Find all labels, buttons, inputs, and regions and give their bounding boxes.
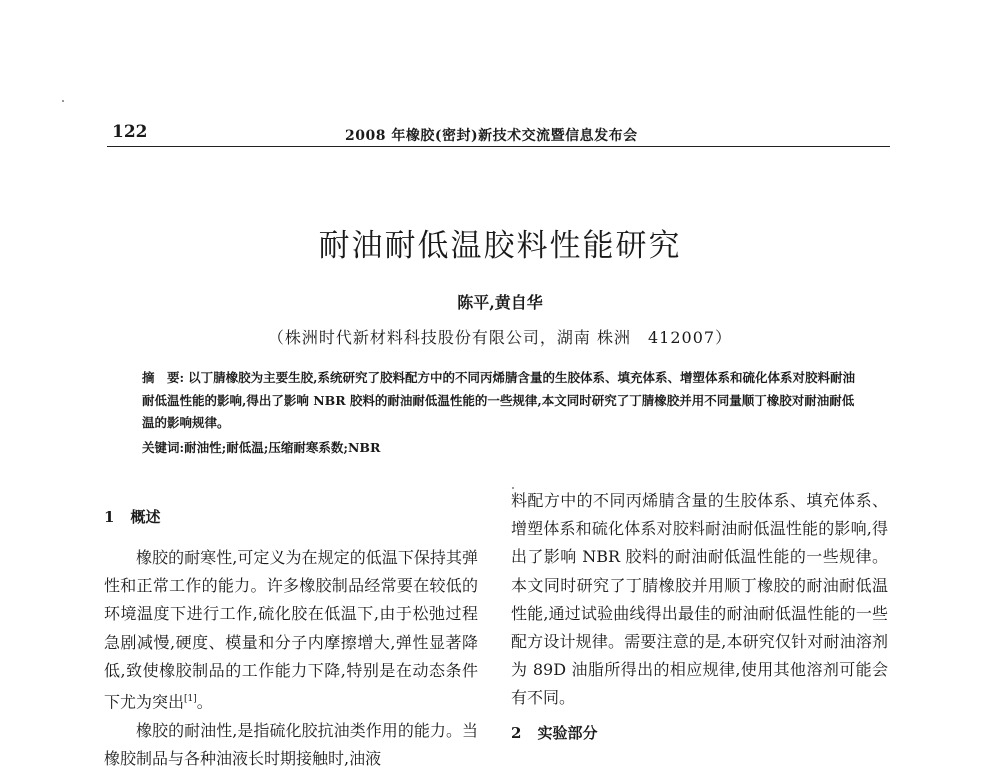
left-column-text: [104, 544, 478, 773]
paragraph-intro-1-end: 。: [196, 692, 213, 712]
abstract-text: 以丁腈橡胶为主要生胶,系统研究了胶料配方中的不同丙烯腈含量的生胶体系、填充体系、增塑体系和硫化体系对胶料耐油耐低温性能的影响,得出了影响 NBR 胶料的耐油耐低温性能的一些规律,本文同时研究了丁腈橡胶并用不同量顺丁橡胶对耐油耐低温的影响规律。: [142, 370, 855, 430]
paper-title: 耐油耐低温胶料性能研究: [318, 228, 682, 264]
page-number: 122: [112, 122, 148, 142]
paragraph-right: 料配方中的不同丙烯腈含量的生胶体系、填充体系、增塑体系和硫化体系对胶料耐油耐低温性能的影响,得出了影响 NBR 胶料的耐油耐低温性能的一些规律。本文同时研究了丁腈橡胶并用顺丁橡胶的耐油耐低温性能,通过试验曲线得出最佳的耐油耐低温性能的一些配方设计规律。需要注意的是,本研究仅针对耐油溶剂为 89D 油脂所得出的相应规律,使用其他溶剂可能会有不同。: [511, 491, 888, 708]
right-column-text: [511, 487, 888, 713]
citation-ref: [1]: [184, 694, 197, 705]
section-2-heading: [511, 722, 597, 743]
header-rule: [107, 146, 890, 147]
keywords: [142, 438, 862, 456]
paragraph-intro-2: 橡胶的耐油性,是指硫化胶抗油类作用的能力。当橡胶制品与各种油液长时期接触时,油液: [104, 720, 478, 768]
running-header: 2008 年橡胶(密封)新技术交流暨信息发布会: [345, 128, 638, 144]
paragraph-intro-1-text: 橡胶的耐寒性,可定义为在规定的低温下保持其弹性和正常工作的能力。许多橡胶制品经常要在较低的环境温度下进行工作,硫化胶在低温下,由于松弛过程急剧减慢,硬度、模量和分子内摩擦增大,弹性显著降低,致使橡胶制品的工作能力下降,特别是在动态条件下尤为突出: [104, 548, 478, 712]
paragraph-intro-1: [104, 544, 478, 717]
section-1-title: 概述: [130, 508, 161, 526]
section-1-number: 1: [104, 508, 115, 526]
scan-speck: [62, 100, 64, 102]
section-1-heading: [104, 506, 160, 527]
keywords-label: 关键词:: [142, 440, 185, 455]
paper-authors: 陈平,黄自华: [457, 293, 543, 312]
abstract-label: 摘 要:: [142, 370, 185, 385]
section-2-number: 2: [511, 724, 522, 742]
paper-affiliation: （株洲时代新材料科技股份有限公司，湖南 株洲 412007）: [267, 328, 733, 347]
abstract: [142, 367, 862, 435]
section-2-title: 实验部分: [537, 724, 598, 742]
keywords-text: 耐油性;耐低温;压缩耐寒系数;NBR: [184, 440, 381, 455]
